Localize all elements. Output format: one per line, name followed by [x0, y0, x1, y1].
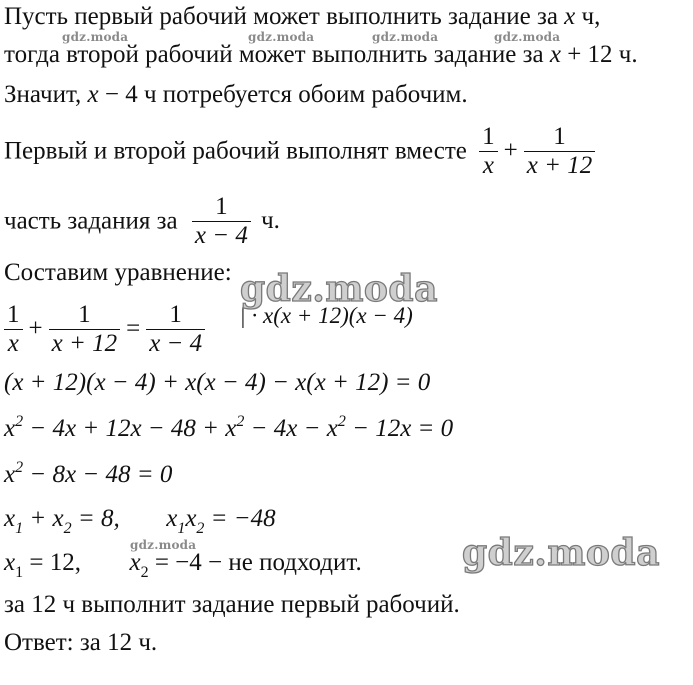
roots-line	[4, 548, 362, 581]
numerator: 1	[78, 300, 91, 328]
multiplier-note: | · x(x + 12)(x − 4)	[239, 303, 413, 328]
line-4-text: Первый и второй рабочий выполнят вместе	[4, 137, 467, 165]
variable-x: x	[564, 3, 576, 30]
watermark-small: gdz.moda	[494, 30, 561, 44]
denominator: x − 4	[146, 329, 205, 358]
plus-sign: +	[28, 315, 43, 343]
text-line-6	[4, 258, 232, 288]
exponent: 2	[15, 459, 24, 476]
denominator: x	[479, 151, 498, 180]
plus-sign: +	[503, 137, 518, 165]
subscript: 1	[177, 520, 186, 537]
subscript: 2	[140, 564, 149, 581]
eq-fraction-1-over-x-plus-12	[49, 301, 120, 358]
text-line-3	[4, 80, 468, 110]
line-2-end: + 12 ч.	[560, 41, 638, 68]
term: − 8x − 48 = 0	[23, 461, 173, 488]
numerator: 1	[553, 122, 566, 150]
subscript: 1	[15, 564, 24, 581]
text-line-5	[4, 192, 280, 250]
term: = −4 − не подходит.	[148, 549, 362, 576]
term: x	[166, 505, 178, 532]
text-line-2	[4, 40, 638, 70]
numerator: 1	[482, 122, 495, 150]
term: = 12,	[23, 549, 81, 576]
conclusion-line	[4, 590, 460, 620]
line-11-text: за 12 ч выполнит задание первый рабочий.	[4, 591, 460, 618]
fraction-1-over-x	[479, 123, 498, 180]
line-1-end: ч,	[575, 3, 601, 30]
term: − 4x − x	[244, 415, 338, 442]
term: x	[4, 505, 16, 532]
quadratic-equation	[4, 460, 172, 490]
denominator: x − 4	[192, 221, 251, 250]
numerator: 1	[169, 300, 182, 328]
term: = 8,	[71, 505, 120, 532]
watermark-large: gdz.moda	[462, 532, 660, 574]
exponent: 2	[337, 413, 346, 430]
watermark-small: gdz.moda	[62, 30, 129, 44]
numerator: 1	[215, 192, 228, 220]
equals-sign: =	[126, 315, 141, 343]
numerator: 1	[7, 300, 20, 328]
term: − 4x + 12x − 48 + x	[23, 415, 237, 442]
term: − 12x = 0	[345, 415, 454, 442]
answer-text: Ответ: за 12 ч.	[4, 629, 158, 656]
subscript: 1	[15, 520, 24, 537]
subscript: 2	[63, 520, 72, 537]
line-8-text: (x + 12)(x − 4) + x(x − 4) − x(x + 12) = 0	[4, 369, 431, 396]
term: x	[4, 461, 16, 488]
term: x	[4, 549, 16, 576]
watermark-small: gdz.moda	[248, 30, 315, 44]
fraction-1-over-x-plus-12	[524, 123, 595, 180]
line-6-text: Составим уравнение:	[4, 259, 232, 286]
line-1-text: Пусть первый рабочий может выполнить задание за	[4, 3, 565, 30]
term: = −48	[204, 505, 276, 532]
expanded-equation	[4, 368, 430, 398]
subscript: 2	[196, 520, 205, 537]
eq-fraction-1-over-x	[4, 301, 23, 358]
exponent: 2	[236, 413, 245, 430]
expanded-polynomial	[4, 414, 453, 444]
line-5-text: часть задания за	[4, 207, 178, 235]
term: + x	[23, 505, 64, 532]
fraction-1-over-x-minus-4	[192, 193, 251, 250]
text-line-4	[4, 122, 595, 180]
line-3-start: Значит,	[4, 81, 88, 108]
watermark-small: gdz.moda	[372, 30, 439, 44]
variable-x: x	[87, 81, 99, 108]
line-5-end: ч.	[261, 207, 280, 235]
term: x	[4, 415, 16, 442]
eq-fraction-1-over-x-minus-4	[146, 301, 205, 358]
exponent: 2	[15, 413, 24, 430]
vieta-line	[4, 504, 276, 537]
variable-x: x	[549, 41, 561, 68]
line-2-text: тогда второй рабочий может выполнить задание за	[4, 41, 550, 68]
watermark-small: gdz.moda	[130, 538, 197, 552]
term: x	[129, 549, 141, 576]
term: x	[185, 505, 197, 532]
text-line-1	[4, 2, 600, 32]
answer-line	[4, 628, 157, 658]
denominator: x	[4, 329, 23, 358]
denominator: x + 12	[524, 151, 595, 180]
line-3-end: − 4 ч потребуется обоим рабочим.	[98, 81, 468, 108]
watermark-large: gdz.moda	[240, 268, 438, 310]
denominator: x + 12	[49, 329, 120, 358]
